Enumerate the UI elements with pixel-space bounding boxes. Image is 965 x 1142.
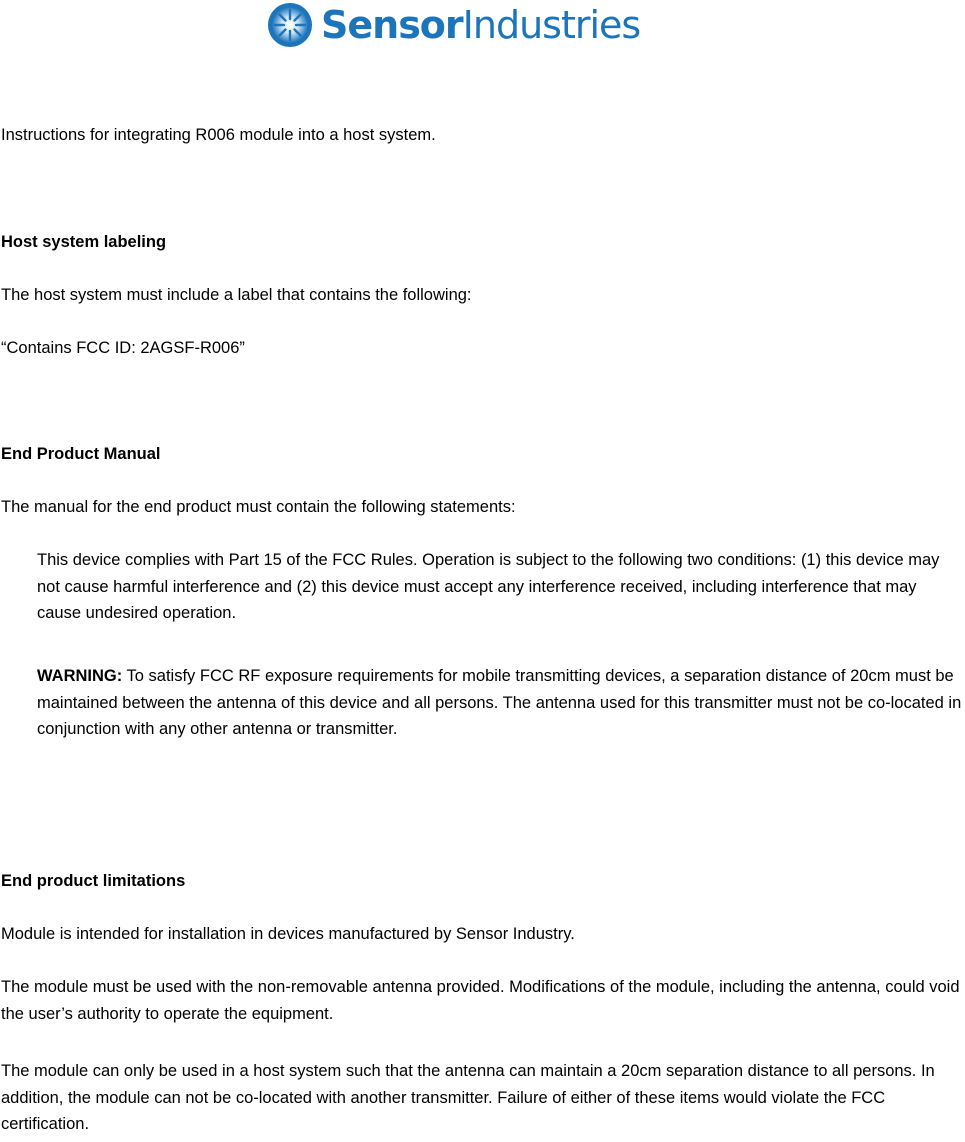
limitations-line-1: Module is intended for installation in devices manufactured by Sensor Industry.	[1, 925, 575, 943]
fcc-compliance-statement: This device complies with Part 15 of the FCC Rules. Operation is subject to the following two conditions: (1) this device may not cause harmful interference and (2) this device must accept any interference received, including interference that may cause undesired operation.	[37, 551, 940, 622]
limitations-paragraph-2: The module can only be used in a host system such that the antenna can maintain a 20cm separation distance to all persons. In addition, the module can not be co-located with another transmitter. Failure of either of these items would violate the FCC certification.	[1, 1062, 935, 1133]
company-logo	[263, 0, 640, 50]
end-manual-heading: End Product Manual	[1, 445, 161, 463]
host-labeling-heading: Host system labeling	[1, 233, 167, 251]
logo-wordmark-bold: Sensor	[321, 3, 463, 47]
end-manual-text: The manual for the end product must contain the following statements:	[1, 498, 516, 516]
starburst-logo-icon	[263, 0, 319, 50]
host-labeling-text: The host system must include a label that contains the following:	[1, 286, 472, 304]
limitations-paragraph-1: The module must be used with the non-removable antenna provided. Modifications of the module, including the antenna, could void the user’s authority to operate the equipment.	[1, 978, 960, 1023]
limitations-heading: End product limitations	[1, 872, 186, 890]
logo-wordmark	[321, 0, 640, 50]
rf-warning-statement	[37, 663, 962, 743]
intro-text: Instructions for integrating R006 module into a host system.	[1, 126, 436, 144]
warning-label: WARNING:	[37, 667, 123, 685]
fcc-id-label-text: “Contains FCC ID: 2AGSF-R006”	[1, 339, 245, 357]
warning-text: To satisfy FCC RF exposure requirements for mobile transmitting devices, a separation distance of 20cm must be maintained between the antenna of this device and all persons. The antenna used for this transmitter must not be co-located in conjunction with any other antenna or transmitter.	[37, 667, 962, 738]
logo-wordmark-light: Industries	[462, 3, 641, 47]
